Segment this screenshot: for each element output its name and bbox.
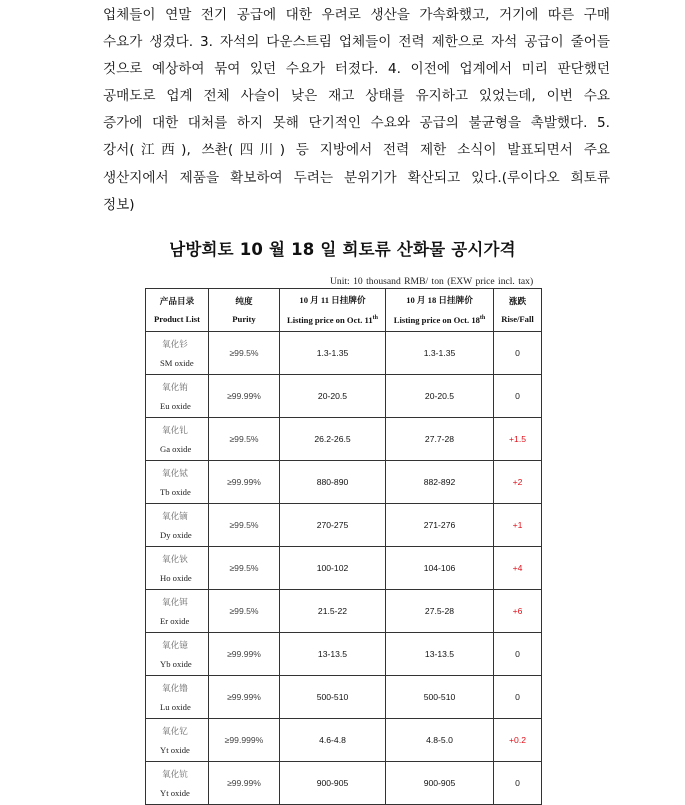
paragraph-line: 것으로 예상하여 묶여 있던 수요가 터졌다. 4. 이전에 업계에서 미리 판단했던 [103,61,610,78]
product-name-cn: 氧化钇 [162,726,188,736]
product-name-cell [146,375,209,418]
product-name-en: Ga oxide [160,444,192,454]
purity-cell: ≥99.5% [209,332,280,375]
table-header-row [146,289,542,332]
purity-cell: ≥99.99% [209,633,280,676]
change-cell: 0 [494,762,542,805]
table-row [146,676,542,719]
purity-cell: ≥99.999% [209,719,280,762]
header-oct18: 10 月 18 日挂牌价 Listing price on Oct. 18th [386,289,494,332]
price-oct11-cell: 100-102 [280,547,386,590]
price-oct11-cell: 1.3-1.35 [280,332,386,375]
table-row [146,762,542,805]
change-cell: 0 [494,633,542,676]
change-cell: +1.5 [494,418,542,461]
table-row [146,590,542,633]
product-name-en: Dy oxide [160,530,192,540]
change-cell: +2 [494,461,542,504]
product-name-en: Lu oxide [160,702,191,712]
price-oct11-cell: 13-13.5 [280,633,386,676]
price-oct11-cell: 880-890 [280,461,386,504]
product-name-cn: 氧化铒 [162,597,188,607]
price-oct11-cell: 500-510 [280,676,386,719]
product-name-cell [146,633,209,676]
price-oct11-cell: 4.6-4.8 [280,719,386,762]
product-name-cell [146,547,209,590]
product-name-cn: 氧化钪 [162,769,188,779]
product-name-cn: 氧化钐 [162,339,188,349]
purity-cell: ≥99.5% [209,547,280,590]
table-row [146,375,542,418]
product-name-en: Er oxide [160,616,190,626]
change-cell: +0.2 [494,719,542,762]
product-name-cell [146,676,209,719]
product-name-cn: 氧化铕 [162,382,188,392]
product-name-cn: 氧化镥 [162,683,188,693]
article-paragraph [103,2,610,219]
table-row [146,547,542,590]
price-oct18-cell: 4.8-5.0 [386,719,494,762]
product-name-cell [146,504,209,547]
product-name-en: Yb oxide [160,659,192,669]
paragraph-line: 업체들이 연말 전기 공급에 대한 우려로 생산을 가속화했고, 거기에 따른 구매 [103,7,610,23]
change-cell: 0 [494,375,542,418]
price-oct18-cell: 900-905 [386,762,494,805]
header-change: 涨跌 Rise/Fall [494,289,542,332]
table-row [146,332,542,375]
purity-cell: ≥99.99% [209,461,280,504]
price-oct18-cell: 13-13.5 [386,633,494,676]
product-name-en: Eu oxide [160,401,191,411]
price-oct11-cell: 270-275 [280,504,386,547]
price-oct18-cell: 882-892 [386,461,494,504]
product-name-cn: 氧化镱 [162,640,188,650]
paragraph-line: 정보) [103,196,135,213]
product-name-cell [146,719,209,762]
price-table [145,288,542,805]
price-oct18-cell: 271-276 [386,504,494,547]
purity-cell: ≥99.99% [209,676,280,719]
product-name-cell [146,762,209,805]
table-row [146,719,542,762]
price-table-title: 남방희토 10 월 18 일 희토류 산화물 공시가격 [169,240,516,259]
paragraph-line: 강서(江西), 쓰촨(四川) 등 지방에서 전력 제한 소식이 발표되면서 주요 [103,142,610,159]
price-oct18-cell: 500-510 [386,676,494,719]
change-cell: +6 [494,590,542,633]
paragraph-line: 수요가 생겼다. 3. 자석의 다운스트림 업체들이 전력 제한으로 자석 공급이 줄어들 [103,34,610,51]
paragraph-line: 공매도로 업계 전체 사슬이 낮은 재고 상태를 유지하고 있었는데, 이번 수요 [103,88,610,105]
price-oct18-cell: 104-106 [386,547,494,590]
price-oct11-cell: 21.5-22 [280,590,386,633]
product-name-cell [146,332,209,375]
purity-cell: ≥99.5% [209,418,280,461]
table-row [146,461,542,504]
price-oct18-cell: 27.5-28 [386,590,494,633]
price-oct18-cell: 27.7-28 [386,418,494,461]
change-cell: 0 [494,676,542,719]
change-cell: +4 [494,547,542,590]
product-name-cell [146,590,209,633]
table-row [146,418,542,461]
header-product: 产品目录 Product List [146,289,209,332]
product-name-cn: 氧化钬 [162,554,188,564]
purity-cell: ≥99.99% [209,375,280,418]
product-name-en: Yt oxide [160,788,190,798]
table-body [146,332,542,805]
product-name-cn: 氧化铽 [162,468,188,478]
product-name-cn: 氧化钆 [162,425,188,435]
price-oct11-cell: 900-905 [280,762,386,805]
purity-cell: ≥99.5% [209,590,280,633]
price-oct11-cell: 20-20.5 [280,375,386,418]
table-row [146,633,542,676]
product-name-en: Yt oxide [160,745,190,755]
unit-note: Unit: 10 thousand RMB/ ton (EXW price incl. tax) [330,276,534,287]
product-name-cell [146,418,209,461]
header-oct11: 10 月 11 日挂牌价 Listing price on Oct. 11th [280,289,386,332]
product-name-en: Tb oxide [160,487,191,497]
product-name-cell [146,461,209,504]
price-oct11-cell: 26.2-26.5 [280,418,386,461]
price-oct18-cell: 20-20.5 [386,375,494,418]
paragraph-line: 생산지에서 제품을 확보하여 두려는 분위기가 확산되고 있다.(루이다오 희토류 [103,169,610,186]
purity-cell: ≥99.5% [209,504,280,547]
change-cell: 0 [494,332,542,375]
table-row [146,504,542,547]
purity-cell: ≥99.99% [209,762,280,805]
product-name-en: SM oxide [160,358,194,368]
paragraph-line: 증가에 대한 대처를 하지 못해 단기적인 수요와 공급의 불균형을 촉발했다. 5. [103,115,610,132]
change-cell: +1 [494,504,542,547]
header-purity: 纯度 Purity [209,289,280,332]
product-name-en: Ho oxide [160,573,192,583]
price-oct18-cell: 1.3-1.35 [386,332,494,375]
product-name-cn: 氧化镝 [162,511,188,521]
